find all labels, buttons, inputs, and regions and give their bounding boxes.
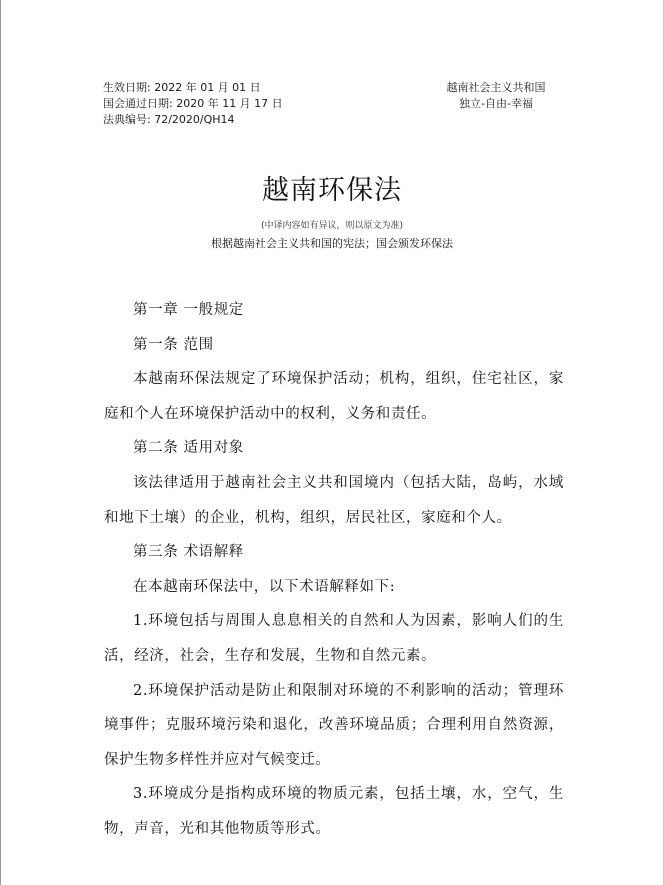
paragraph: 在本越南环保法中，以下术语解释如下: [133, 578, 396, 595]
effective-date: 生效日期: 2022 年 01 月 01 日 [103, 81, 261, 94]
document-subtitle: 根据越南社会主义共和国的宪法；国会颁发环保法 [211, 237, 453, 250]
article-heading: 第一条 范围 [133, 336, 214, 353]
country-name: 越南社会主义共和国 [446, 81, 546, 94]
paragraph: 3.环境成分是指构成环境的物质元素，包括土壤，水，空气，生物，声音，光和其他物质等形式。 [104, 786, 564, 837]
national-motto: 独立-自由-幸福 [459, 97, 533, 110]
chapter-heading: 第一章 一般规定 [133, 302, 244, 318]
document-title: 越南环保法 [262, 175, 402, 206]
paragraph: 2.环境保护活动是防止和限制对环境的不利影响的活动；管理环境事件；克服环境污染和退化，改善环境品质；合理利用自然资源，保护生物多样性并应对气候变迁。 [104, 682, 564, 768]
paragraph: 本越南环保法规定了环境保护活动；机构，组织，住宅社区，家庭和个人在环境保护活动中的权利，义务和责任。 [104, 371, 564, 422]
code-number: 法典编号: 72/2020/QH14 [103, 113, 235, 126]
approval-date: 国会通过日期: 2020 年 11 月 17 日 [103, 97, 283, 110]
article-heading: 第二条 适用对象 [133, 440, 244, 457]
paragraph: 该法律适用于越南社会主义共和国境内（包括大陆，岛屿，水域和地下土壤）的企业，机构，组织，居民社区，家庭和个人。 [104, 474, 564, 526]
article-heading: 第三条 术语解释 [133, 544, 244, 561]
translation-note: (中译内容如有异议，则以原文为准) [260, 221, 404, 231]
page-edge [0, 0, 1, 885]
document-meta [103, 80, 283, 128]
document-body [104, 293, 564, 847]
country-header [440, 80, 552, 112]
paragraph: 1.环境包括与周围人息息相关的自然和人为因素，影响人们的生活，经济，社会，生存和发展，生物和自然元素。 [104, 613, 564, 664]
